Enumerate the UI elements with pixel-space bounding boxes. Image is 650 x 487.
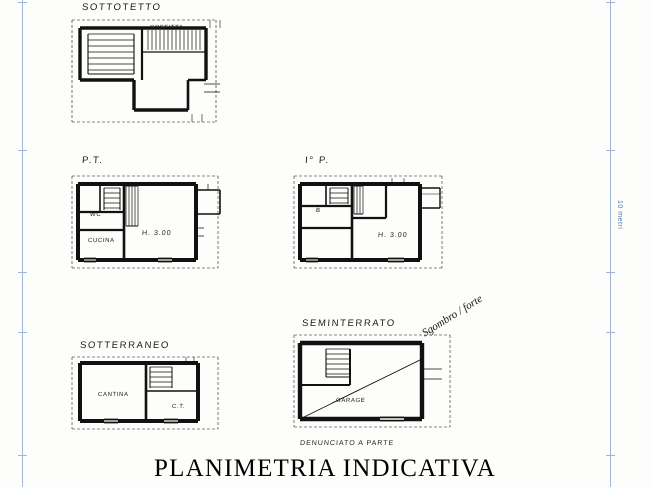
guide-tick — [606, 150, 615, 151]
plan-primo-piano — [292, 172, 452, 272]
room-label-h300-1p: H. 3.00 — [377, 232, 408, 239]
room-label-h300-pt: H. 3.00 — [141, 230, 172, 237]
scale-label: 10 metri — [616, 200, 623, 230]
plan-caption-seminterrato: SEMINTERRATO — [301, 318, 397, 329]
page-title: PLANIMETRIA INDICATIVA — [154, 455, 496, 482]
guide-tick — [606, 272, 615, 273]
handwritten-annotation: Sgombro / forte — [420, 292, 485, 340]
plan-caption-primo-piano: I° P. — [304, 155, 331, 166]
guide-tick — [606, 2, 615, 3]
room-label-garage: GARAGE — [335, 398, 366, 404]
room-label-soffitta: SOFFITTA — [149, 25, 184, 31]
guide-line-right — [610, 0, 611, 487]
guide-tick — [18, 150, 27, 151]
room-label-cucina: CUCINA — [87, 238, 115, 244]
guide-tick — [18, 332, 27, 333]
guide-tick — [18, 272, 27, 273]
footnote-denunciato-a-parte: DENUNCIATO A PARTE — [299, 440, 395, 447]
plan-sottotetto — [68, 18, 228, 128]
plan-sotterraneo — [68, 355, 228, 435]
plan-caption-sottotetto: SOTTOTETTO — [81, 2, 162, 13]
plan-caption-piano-terra: P.T. — [81, 155, 104, 166]
plan-caption-sotterraneo: SOTTERRANEO — [79, 340, 171, 351]
room-label-wc: WC — [89, 212, 102, 218]
room-label-ct: C.T. — [171, 404, 186, 410]
guide-line-left — [22, 0, 23, 487]
plan-piano-terra — [68, 172, 228, 272]
guide-tick — [18, 2, 27, 3]
guide-tick — [606, 332, 615, 333]
plan-seminterrato — [292, 333, 462, 433]
room-label-b: B — [315, 208, 321, 214]
room-label-cantina: CANTINA — [97, 392, 129, 398]
